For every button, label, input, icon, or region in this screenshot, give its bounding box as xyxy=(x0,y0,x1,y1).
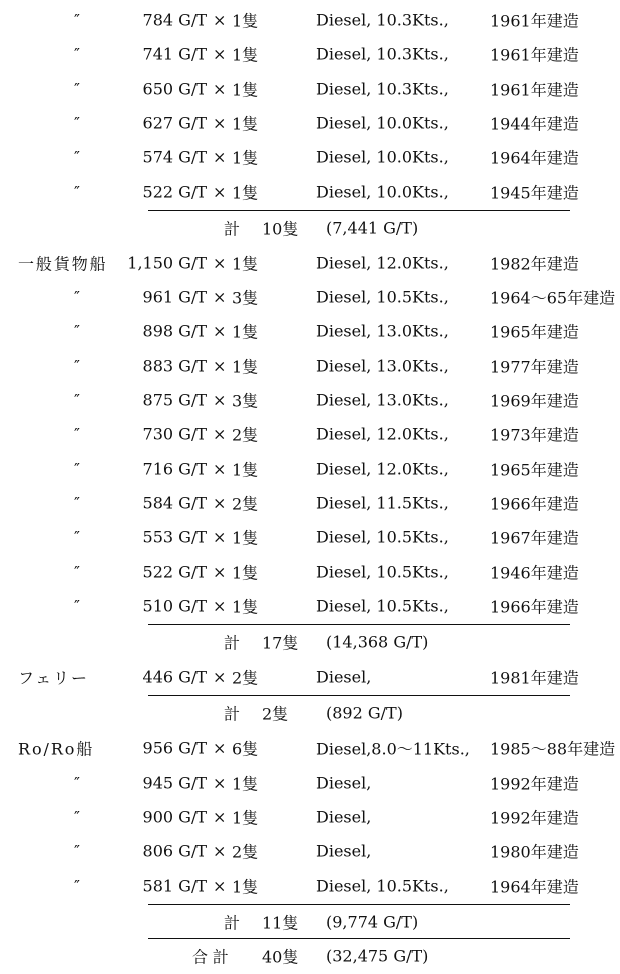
multiply-sign: × xyxy=(213,113,227,133)
vessel-count: 1隻 xyxy=(232,528,259,548)
gross-tonnage: 627 G/T xyxy=(142,113,207,133)
build-year: 1992年建造 xyxy=(490,808,579,828)
engine-speed: Diesel, 10.0Kts., xyxy=(316,182,449,201)
subtotal-count: 11隻 xyxy=(262,913,299,933)
build-year: 1965年建造 xyxy=(490,322,579,342)
table-row xyxy=(0,660,620,694)
gross-tonnage: 553 G/T xyxy=(142,527,207,547)
build-year: 1946年建造 xyxy=(490,563,579,582)
build-year: 1964年建造 xyxy=(490,877,579,897)
engine-speed: Diesel,8.0～11Kts., xyxy=(316,739,470,759)
gross-tonnage: 522 G/T xyxy=(142,562,207,581)
vessel-count: 1隻 xyxy=(232,322,259,342)
table-row xyxy=(0,731,620,765)
build-year: 1944年建造 xyxy=(490,114,579,134)
vessel-count: 1隻 xyxy=(232,183,259,202)
vessel-count: 1隻 xyxy=(232,774,259,794)
build-year: 1980年建造 xyxy=(490,842,579,862)
grand-total-label: 合計 xyxy=(192,947,234,967)
table-row xyxy=(0,589,620,623)
gross-tonnage: 510 G/T xyxy=(142,596,207,616)
vessel-count: 2隻 xyxy=(232,668,259,688)
vessel-count: 1隻 xyxy=(232,460,259,480)
vessel-count: 2隻 xyxy=(232,425,259,445)
engine-speed: Diesel, xyxy=(316,773,372,793)
gross-tonnage: 961 G/T xyxy=(142,287,207,307)
vessel-count: 1隻 xyxy=(232,80,259,100)
ditto-mark: ″ xyxy=(74,390,80,410)
engine-speed: Diesel, 12.0Kts., xyxy=(316,253,449,273)
engine-speed: Diesel, 13.0Kts., xyxy=(316,321,449,341)
multiply-sign: × xyxy=(213,424,227,444)
subtotal-count: 2隻 xyxy=(262,704,289,724)
multiply-sign: × xyxy=(213,527,227,547)
ditto-mark: ″ xyxy=(74,596,80,616)
ditto-mark: ″ xyxy=(74,527,80,547)
subtotal-divider xyxy=(148,904,570,905)
engine-speed: Diesel, xyxy=(316,667,372,687)
table-row xyxy=(0,800,620,834)
grand-total-tonnage: (32,475 G/T) xyxy=(326,946,429,966)
ditto-mark: ″ xyxy=(74,841,80,861)
build-year: 1961年建造 xyxy=(490,80,579,100)
table-row xyxy=(0,140,620,174)
gross-tonnage: 956 G/T xyxy=(142,738,207,758)
ditto-mark: ″ xyxy=(74,493,80,513)
multiply-sign: × xyxy=(213,356,227,376)
multiply-sign: × xyxy=(213,44,227,64)
engine-speed: Diesel, 10.0Kts., xyxy=(316,113,449,133)
gross-tonnage: 581 G/T xyxy=(142,876,207,896)
gross-tonnage: 716 G/T xyxy=(142,459,207,479)
table-row xyxy=(0,280,620,314)
engine-speed: Diesel, 10.5Kts., xyxy=(316,562,449,581)
subtotal-row xyxy=(0,626,620,658)
table-row xyxy=(0,246,620,280)
grand-total-row xyxy=(0,940,620,972)
engine-speed: Diesel, 10.5Kts., xyxy=(316,287,449,307)
multiply-sign: × xyxy=(213,667,227,687)
table-row xyxy=(0,175,620,209)
table-row xyxy=(0,37,620,71)
vessel-count: 1隻 xyxy=(232,148,259,168)
gross-tonnage: 806 G/T xyxy=(142,841,207,861)
ditto-mark: ″ xyxy=(74,562,80,581)
vessel-count: 1隻 xyxy=(232,563,259,582)
ditto-mark: ″ xyxy=(74,147,80,167)
gross-tonnage: 584 G/T xyxy=(142,493,207,513)
vessel-count: 6隻 xyxy=(232,739,259,759)
table-row xyxy=(0,555,620,589)
vessel-count: 1隻 xyxy=(232,45,259,65)
engine-speed: Diesel, 13.0Kts., xyxy=(316,356,449,376)
subtotal-label: 計 xyxy=(224,704,241,724)
subtotal-row xyxy=(0,697,620,729)
engine-speed: Diesel, 11.5Kts., xyxy=(316,493,449,513)
engine-speed: Diesel, 12.0Kts., xyxy=(316,424,449,444)
gross-tonnage: 741 G/T xyxy=(142,44,207,64)
ship-category: 一般貨物船 xyxy=(18,254,108,274)
vessel-count: 3隻 xyxy=(232,288,259,308)
table-row xyxy=(0,72,620,106)
build-year: 1992年建造 xyxy=(490,774,579,794)
subtotal-label: 計 xyxy=(224,219,241,239)
ship-category: Ro/Ro船 xyxy=(18,739,95,759)
table-row xyxy=(0,417,620,451)
build-year: 1964年建造 xyxy=(490,148,579,168)
gross-tonnage: 898 G/T xyxy=(142,321,207,341)
ditto-mark: ″ xyxy=(74,424,80,444)
subtotal-row xyxy=(0,212,620,244)
subtotal-count: 10隻 xyxy=(262,219,299,239)
ditto-mark: ″ xyxy=(74,287,80,307)
gross-tonnage: 945 G/T xyxy=(142,773,207,793)
build-year: 1985～88年建造 xyxy=(490,739,616,759)
multiply-sign: × xyxy=(213,182,227,201)
build-year: 1964～65年建造 xyxy=(490,288,616,308)
subtotal-label: 計 xyxy=(224,913,241,933)
subtotal-tonnage: (9,774 G/T) xyxy=(326,912,419,932)
multiply-sign: × xyxy=(213,773,227,793)
engine-speed: Diesel, 13.0Kts., xyxy=(316,390,449,410)
vessel-count: 1隻 xyxy=(232,597,259,617)
build-year: 1945年建造 xyxy=(490,183,579,202)
multiply-sign: × xyxy=(213,738,227,758)
subtotal-row xyxy=(0,906,620,938)
table-row xyxy=(0,766,620,800)
gross-tonnage: 875 G/T xyxy=(142,390,207,410)
table-row xyxy=(0,314,620,348)
build-year: 1965年建造 xyxy=(490,460,579,480)
vessel-count: 2隻 xyxy=(232,842,259,862)
table-row xyxy=(0,383,620,417)
subtotal-label: 計 xyxy=(224,633,241,653)
subtotal-divider xyxy=(148,210,570,211)
vessel-count: 2隻 xyxy=(232,494,259,514)
multiply-sign: × xyxy=(213,253,227,273)
ditto-mark: ″ xyxy=(74,356,80,376)
subtotal-tonnage: (892 G/T) xyxy=(326,703,403,723)
ditto-mark: ″ xyxy=(74,321,80,341)
table-row xyxy=(0,834,620,868)
ditto-mark: ″ xyxy=(74,876,80,896)
ditto-mark: ″ xyxy=(74,79,80,99)
vessel-count: 1隻 xyxy=(232,254,259,274)
multiply-sign: × xyxy=(213,321,227,341)
multiply-sign: × xyxy=(213,10,227,30)
engine-speed: Diesel, 10.5Kts., xyxy=(316,596,449,616)
gross-tonnage: 784 G/T xyxy=(142,10,207,30)
build-year: 1967年建造 xyxy=(490,528,579,548)
multiply-sign: × xyxy=(213,493,227,513)
gross-tonnage: 522 G/T xyxy=(142,182,207,201)
build-year: 1982年建造 xyxy=(490,254,579,274)
ditto-mark: ″ xyxy=(74,773,80,793)
multiply-sign: × xyxy=(213,876,227,896)
gross-tonnage: 650 G/T xyxy=(142,79,207,99)
grand-total-count: 40隻 xyxy=(262,947,299,967)
vessel-count: 1隻 xyxy=(232,11,259,31)
engine-speed: Diesel, xyxy=(316,841,372,861)
gross-tonnage: 730 G/T xyxy=(142,424,207,444)
engine-speed: Diesel, 10.3Kts., xyxy=(316,79,449,99)
ditto-mark: ″ xyxy=(74,113,80,133)
grand-total-divider xyxy=(148,938,570,939)
gross-tonnage: 883 G/T xyxy=(142,356,207,376)
multiply-sign: × xyxy=(213,287,227,307)
multiply-sign: × xyxy=(213,459,227,479)
ditto-mark: ″ xyxy=(74,10,80,30)
engine-speed: Diesel, 10.5Kts., xyxy=(316,876,449,896)
gross-tonnage: 900 G/T xyxy=(142,807,207,827)
vessel-count: 1隻 xyxy=(232,877,259,897)
build-year: 1981年建造 xyxy=(490,668,579,688)
ditto-mark: ″ xyxy=(74,807,80,827)
table-row xyxy=(0,452,620,486)
subtotal-tonnage: (14,368 G/T) xyxy=(326,632,429,652)
engine-speed: Diesel, 10.3Kts., xyxy=(316,10,449,30)
multiply-sign: × xyxy=(213,79,227,99)
engine-speed: Diesel, 12.0Kts., xyxy=(316,459,449,479)
multiply-sign: × xyxy=(213,841,227,861)
subtotal-tonnage: (7,441 G/T) xyxy=(326,218,419,238)
build-year: 1966年建造 xyxy=(490,494,579,514)
engine-speed: Diesel, 10.3Kts., xyxy=(316,44,449,64)
engine-speed: Diesel, 10.5Kts., xyxy=(316,527,449,547)
vessel-count: 1隻 xyxy=(232,808,259,828)
multiply-sign: × xyxy=(213,807,227,827)
multiply-sign: × xyxy=(213,596,227,616)
vessel-count: 1隻 xyxy=(232,114,259,134)
table-row xyxy=(0,869,620,903)
multiply-sign: × xyxy=(213,562,227,581)
subtotal-count: 17隻 xyxy=(262,633,299,653)
table-row xyxy=(0,349,620,383)
table-row xyxy=(0,520,620,554)
build-year: 1966年建造 xyxy=(490,597,579,617)
build-year: 1973年建造 xyxy=(490,425,579,445)
table-row xyxy=(0,3,620,37)
ship-category: フェリー xyxy=(18,668,89,688)
gross-tonnage: 1,150 G/T xyxy=(127,253,207,273)
build-year: 1961年建造 xyxy=(490,45,579,65)
engine-speed: Diesel, xyxy=(316,807,372,827)
vessel-count: 3隻 xyxy=(232,391,259,411)
ditto-mark: ″ xyxy=(74,44,80,64)
gross-tonnage: 446 G/T xyxy=(142,667,207,687)
vessel-count: 1隻 xyxy=(232,357,259,377)
ditto-mark: ″ xyxy=(74,459,80,479)
table-row xyxy=(0,486,620,520)
build-year: 1977年建造 xyxy=(490,357,579,377)
multiply-sign: × xyxy=(213,390,227,410)
subtotal-divider xyxy=(148,695,570,696)
multiply-sign: × xyxy=(213,147,227,167)
ditto-mark: ″ xyxy=(74,182,80,201)
build-year: 1961年建造 xyxy=(490,11,579,31)
gross-tonnage: 574 G/T xyxy=(142,147,207,167)
table-row xyxy=(0,106,620,140)
build-year: 1969年建造 xyxy=(490,391,579,411)
subtotal-divider xyxy=(148,624,570,625)
engine-speed: Diesel, 10.0Kts., xyxy=(316,147,449,167)
